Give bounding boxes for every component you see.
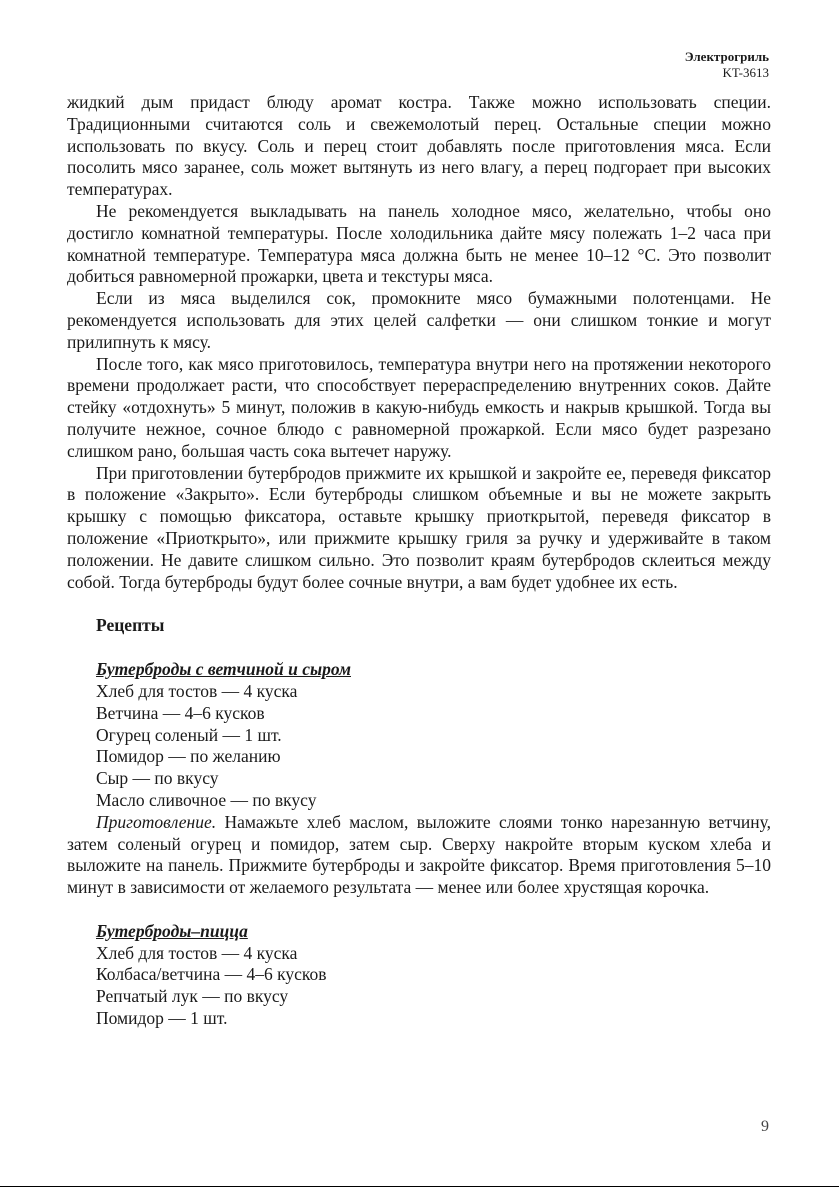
recipe-title: Бутерброды–пицца (96, 920, 248, 941)
page-number: 9 (761, 1118, 769, 1135)
ingredient-item: Помидор — по желанию (96, 746, 281, 767)
ingredient-list (67, 681, 771, 812)
header-title: Электрогриль (684, 49, 769, 64)
page-body (67, 92, 771, 1030)
recipe-preparation (67, 812, 771, 899)
ingredient-item: Колбаса/ветчина — 4–6 кусков (96, 964, 327, 985)
recipes-heading: Рецепты (96, 615, 165, 636)
bottom-rule (0, 1186, 839, 1187)
paragraph: жидкий дым придаст блюду аромат костра. Также можно использовать специи. Традиционными считаются соль и свежемолотый перец. Остальные специи можно использовать по вкусу. Соль и перец стоит добавлять после приготовления мяса. Если посолить мясо заранее, соль может вытянуть из него влагу, а перец подгорает при высоких температурах. (67, 92, 771, 200)
paragraph: После того, как мясо приготовилось, температура внутри него на протяжении некоторого времени продолжает расти, что способствует перераспределению внутренних соков. Дайте стейку «отдохнуть» 5 минут, положив в какую-нибудь емкость и накрыв крышкой. Тогда вы получите нежное, сочное блюдо с равномерной прожаркой. Если мясо будет разрезано слишком рано, большая часть сока вытечет наружу. (67, 353, 771, 461)
ingredient-item: Хлеб для тостов — 4 куска (96, 942, 298, 963)
ingredient-item: Помидор — 1 шт. (96, 1008, 228, 1029)
ingredient-item: Ветчина — 4–6 кусков (96, 702, 265, 723)
preparation-label: Приготовление. (96, 811, 217, 832)
ingredient-item: Хлеб для тостов — 4 куска (96, 680, 298, 701)
header-model: KT-3613 (722, 65, 769, 80)
ingredient-list (67, 943, 771, 1030)
recipe-title: Бутерброды с ветчиной и сыром (96, 659, 351, 680)
page-header (685, 49, 769, 81)
recipe (67, 921, 771, 1030)
ingredient-item: Сыр — по вкусу (96, 768, 219, 789)
ingredient-item: Огурец соленый — 1 шт. (96, 724, 282, 745)
ingredient-item: Масло сливочное — по вкусу (96, 789, 317, 810)
ingredient-item: Репчатый лук — по вкусу (96, 986, 289, 1007)
paragraph: При приготовлении бутербродов прижмите их крышкой и закройте ее, переведя фиксатор в положение «Закрыто». Если бутерброды слишком объемные и вы не можете закрыть крышку с помощью фиксатора, оставьте крышку приоткрытой, переведя фиксатор в положение «Приоткрыто», или прижмите крышку гриля за ручку и удерживайте в таком положении. Не давите слишком сильно. Это позволит краям бутербродов склеиться между собой. Тогда бутерброды будут более сочные внутри, а вам будет удобнее их есть. (67, 462, 771, 592)
paragraph: Если из мяса выделился сок, промокните мясо бумажными полотенцами. Не рекомендуется использовать для этих целей салфетки — они слишком тонкие и могут прилипнуть к мясу. (67, 288, 771, 352)
paragraph: Не рекомендуется выкладывать на панель холодное мясо, желательно, чтобы оно достигло комнатной температуры. После холодильника дайте мясу полежать 1–2 часа при комнатной температуре. Температура мяса должна быть не менее 10–12 °С. Это позволит добиться равномерной прожарки, цвета и текстуры мяса. (67, 200, 771, 287)
recipe (67, 659, 771, 899)
preparation-text: Намажьте хлеб маслом, выложите слоями тонко нарезанную ветчину, затем соленый огурец и помидор, затем сыр. Сверху накройте вторым куском хлеба и выложите на панель. Прижмите бутерброды и закройте фиксатор. Время приготовления 5–10 минут в зависимости от желаемого результата — менее или более хрустящая корочка. (67, 811, 771, 898)
